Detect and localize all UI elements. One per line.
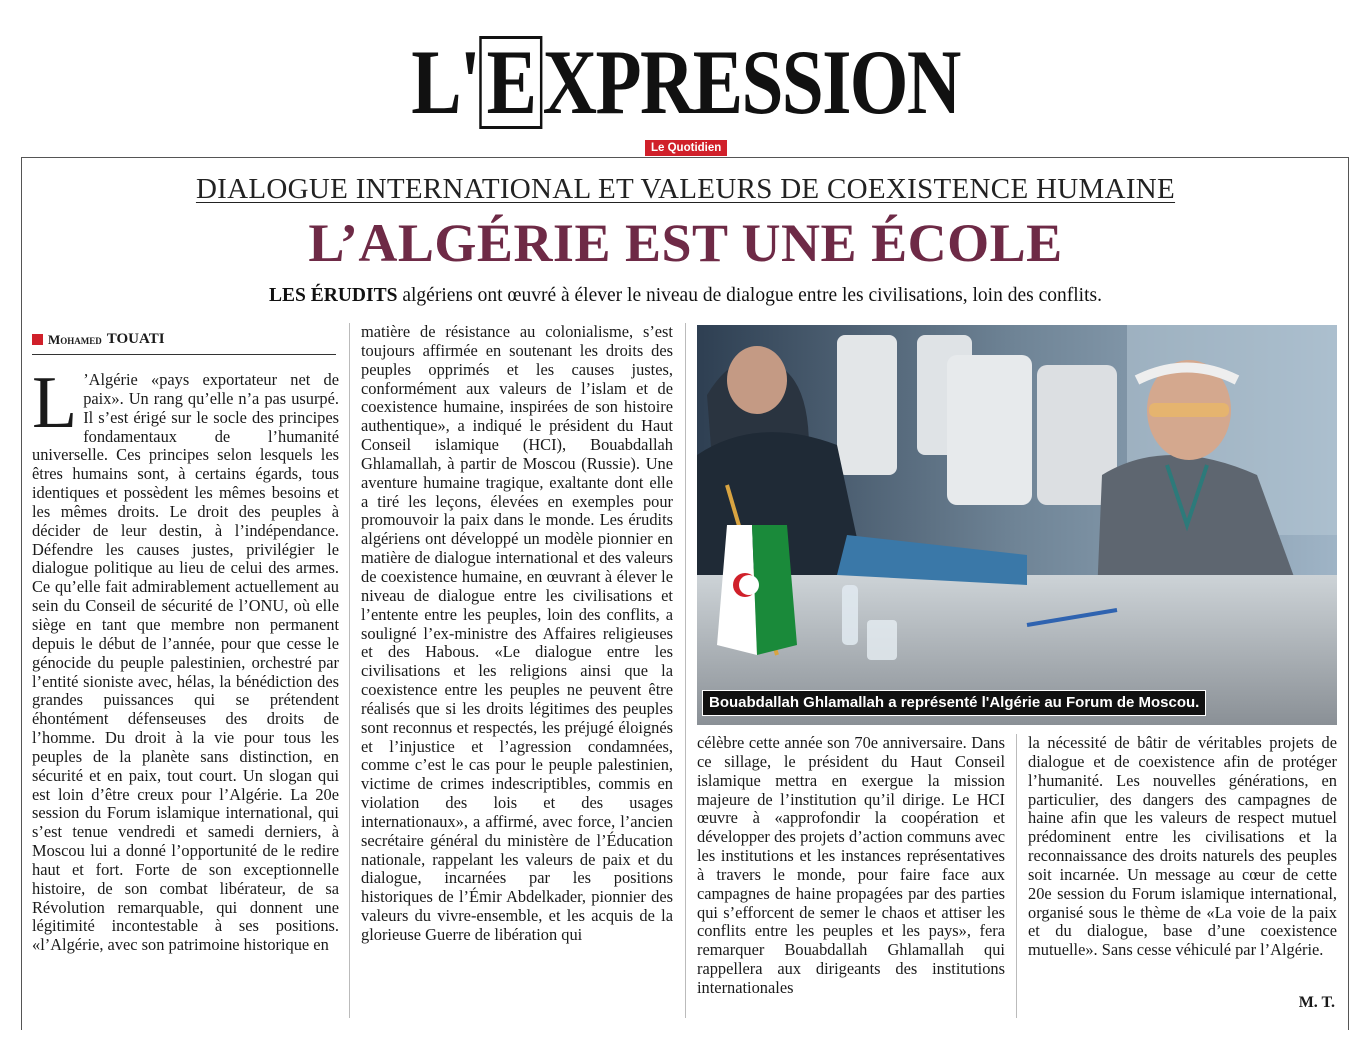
logo-boxed-letter: E [479,36,542,129]
article-column-1 [32,371,339,1019]
masthead [0,31,1371,133]
article-headline: L’ALGÉRIE EST UNE ÉCOLE [308,213,1063,273]
column-4-text: la nécessité de bâtir de véritables projets de dialogue et de coexistence afin de protéger l’humanité. Les nouvelles générations, en particulier, des dangers des campagnes de haine afin que les valeurs de respect mutuel prédominent entre les civilisations et la reconnaissance des droits naturels des peuples soit incarnée. Un message au cœur de cette 20e session du Forum islamique international, organisé sous le thème de «La voie de la paix et du dialogue, base d’une coexistence mutuelle». Sans cesse véhiculé par l’Algérie. [1028,734,1337,960]
article-column-4 [1028,734,1337,996]
column-1-text: ’Algérie «pays exportateur net de paix». Un rang qu’elle n’a pas usurpé. Il s’est érigé sur le socle des principes fondamentaux de l’humanité universelle. Ces principes selon lesquels les êtres humains sont, à certains égards, tous identiques et possèdent les mêmes besoins et les mêmes droits. Le droit des peuples à décider de leur destin, à l’indépendance. Défendre les causes justes, privilégier le dialogue politique au lieu de celui des armes. Ce qu’elle fait admirablement actuellement au sein du Conseil de sécurité de l’ONU, où elle siège en tant que membre non permanent depuis le début de l’année, pour que cesse le génocide du peuple palestinien, orchestré par l’entité sioniste avec, hélas, la bénédiction des grandes puissances qui se prétendent éhontément défenseuses des droits de l’homme. Du droit à la vie pour tous les peuples de la planète sans distinction, en sécurité et en paix, tout court. Un slogan qui est loin d’être creux pour l’Algérie. La 20e session du Forum islamique international, qui s’est tenue vendredi et samedi derniers, à Moscou lui a donné l’opportunité de le redire haut et fort. Forte de son exceptionnelle histoire, de son combat libérateur, de sa Révolution remarquable, qui donnent une légitimité incontestable à ses positions. «l’Algérie, avec son patrimoine historique en [32,371,339,955]
byline [32,331,165,348]
column-divider [685,323,686,1018]
logo-prefix: L' [411,31,480,133]
newspaper-logo [411,31,960,133]
standfirst-rest: algériens ont œuvré à élever le niveau de dialogue entre les civilisations, loin des conflits. [397,285,1102,306]
byline-first-name: Mohamed [48,331,102,347]
tagline-badge: Le Quotidien [645,140,727,156]
article-column-2 [361,323,673,1023]
logo-rest: XPRESSION [542,31,960,133]
byline-square-icon [32,334,43,345]
article-photo [697,325,1337,725]
photo-caption: Bouabdallah Ghlamallah a représenté l'Algérie au Forum de Moscou. [702,690,1206,716]
article-column-3 [697,734,1005,1020]
column-3-text: célèbre cette année son 70e anniversaire. Dans ce sillage, le président du Haut Conseil islamique mettra en exergue la mission majeure de l’institution qu’il dirige. Le HCI œuvre à «approfondir la coopération et développer des projets d’action communs avec les institutions et les instances représentatives à travers le monde, pour faire face aux campagnes de haine propagées par des parties qui s’efforcent de semer le chaos et attiser les conflits entre les peuples et les pays», fera remarquer Bouabdallah Ghlamallah qui rappellera aux dirigeants des institutions internationales [697,734,1005,997]
article-signature: M. T. [1298,994,1335,1011]
drop-cap: L [32,371,78,444]
kicker-text: DIALOGUE INTERNATIONAL ET VALEURS DE COEXISTENCE HUMAINE [195,173,1176,205]
article-kicker [0,173,1371,206]
photo-illustration [697,325,1337,725]
byline-rule [32,354,336,355]
article-standfirst [0,285,1371,307]
column-divider [349,323,350,1018]
column-2-text: matière de résistance au colonialisme, s’est toujours affirmée en soutenant les droits des peuples opprimés et les causes justes, conformément aux valeurs de l’islam et de coexistence humaine, inspirées de son histoire authentique», a indiqué le président du Haut Conseil islamique (HCI), Bouabdallah Ghlamallah, à partir de Moscou (Russie). Une aventure humaine tragique, exaltante dont elle a tiré les leçons, élevées en exemples pour promouvoir la paix dans le monde. Les érudits algériens ont développé un modèle pionnier en matière de dialogue international et des valeurs de coexistence humaine, en œuvrant à élever le niveau de dialogue entre les civilisations et l’entente entre les peuples, loin des conflits, a souligné l’ex-ministre des Affaires religieuses et des Habous. «Le dialogue entre les civilisations et les religions ainsi que la coexistence entre les peuples ne peuvent être réalisés que si les droits légitimes des peuples sont reconnus et respectés, les préjugé éloignés et l’injustice et l’agression condamnées, comme c’est le cas pour le peuple palestinien, victime de crimes indescriptibles, commis en violation des lois et des usages internationaux», a affirmé, avec force, l’ancien secrétaire général du ministère de l’Éducation nationale, rappelant les valeurs de paix et du dialogue, incarnées par les positions historiques de l’Émir Abdelkader, pionnier des valeurs du vivre-ensemble, et les acquis de la glorieuse Guerre de libération qui [361,323,673,944]
byline-last-name: TOUATI [106,331,165,347]
column-divider [1016,734,1017,1018]
standfirst-lead: LES ÉRUDITS [269,285,398,306]
